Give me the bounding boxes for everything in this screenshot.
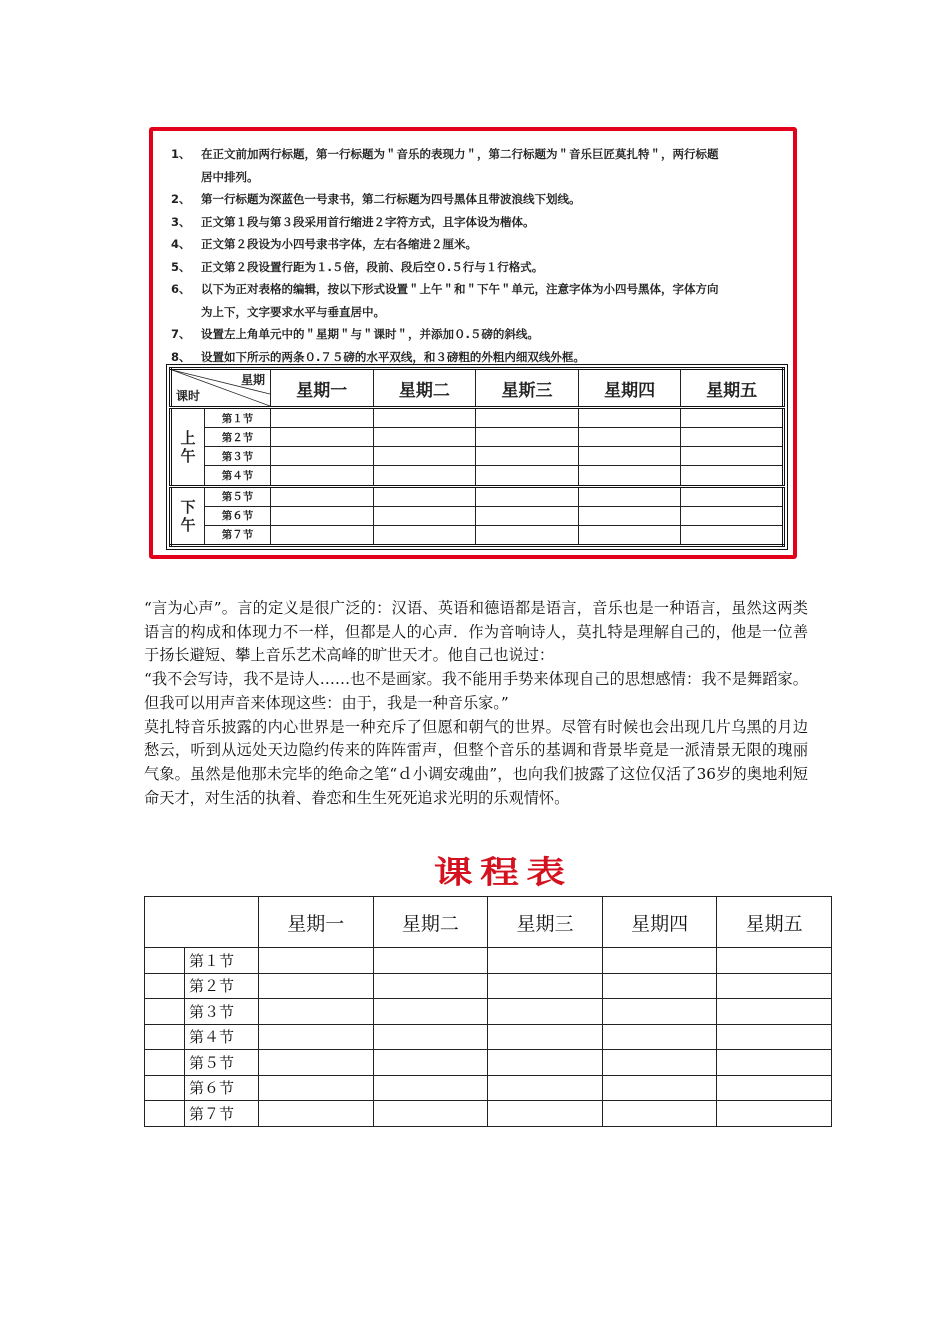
instruction-item: 居中排列。 bbox=[201, 169, 259, 184]
paragraph: “言为心声”。言的定义是很广泛的：汉语、英语和德语都是语言，音乐也是一种语言，虽然这两类语言的构成和体现力不一样，但都是人的心声．作为音响诗人，莫扎特是理解自己的，他是一位善于扬长避短、攀上音乐艺术高峰的旷世天才。他自己也说过： bbox=[144, 599, 808, 665]
table-row bbox=[145, 1075, 832, 1101]
diagonal-header-cell bbox=[171, 369, 271, 408]
corner-cell bbox=[145, 897, 259, 948]
period-label: 第４节 bbox=[185, 1024, 259, 1050]
period-label: 第３节 bbox=[185, 999, 259, 1025]
table-row bbox=[145, 973, 832, 999]
table-row bbox=[145, 1024, 832, 1050]
day-header: 星期一 bbox=[271, 369, 374, 408]
period-label: 第３节 bbox=[205, 447, 271, 466]
period-label: 第１节 bbox=[205, 408, 271, 428]
day-header: 星期五 bbox=[717, 897, 832, 948]
period-label: 第４节 bbox=[205, 466, 271, 486]
morning-cell: 上 午 bbox=[171, 408, 205, 487]
instruction-item: 1、 在正文前加两行标题，第一行标题为＂音乐的表现力＂，第二行标题为＂音乐巨匠莫扎特＂，两行标题 bbox=[171, 147, 719, 161]
instruction-item: 6、 以下为正对表格的编辑，按以下形式设置＂上午＂和＂下午＂单元，注意字体为小四号黑体，字体方向 bbox=[171, 282, 719, 296]
period-label: 第６节 bbox=[205, 506, 271, 525]
table-row bbox=[145, 1050, 832, 1076]
period-label: 第５节 bbox=[185, 1050, 259, 1076]
day-header: 星期三 bbox=[488, 897, 603, 948]
period-label: 第７节 bbox=[185, 1101, 259, 1127]
sample-timetable bbox=[169, 367, 785, 547]
day-header: 星期四 bbox=[578, 369, 681, 408]
period-label: 第２节 bbox=[185, 973, 259, 999]
period-label: 第６节 bbox=[185, 1075, 259, 1101]
period-label: 第５节 bbox=[205, 486, 271, 506]
day-header: 星期四 bbox=[602, 897, 717, 948]
timetable bbox=[144, 896, 832, 1127]
instruction-item: 5、 正文第２段设置行距为１.５倍，段前、段后空０.５行与１行格式。 bbox=[171, 259, 544, 274]
corner-label-period: 课时 bbox=[176, 389, 201, 403]
instruction-item: 4、 正文第２段设为小四号隶书字体，左右各缩进２厘米。 bbox=[171, 237, 477, 251]
table-row bbox=[145, 1101, 832, 1127]
paragraph: 莫扎特音乐披露的内心世界是一种充斥了但愿和朝气的世界。尽管有时候也会出现几片乌黑的月边愁云，听到从远处天边隐约传来的阵阵雷声，但整个音乐的基调和背景毕竟是一派清景无限的瑰丽气象。虽然是他那未完毕的绝命之笔“ｄ小调安魂曲”，也向我们披露了这位仅活了36岁的奥地利短命天才，对生活的执着、眷恋和生生死死追求光明的乐观情怀。 bbox=[144, 717, 808, 807]
day-header: 星期一 bbox=[259, 897, 374, 948]
instruction-item: 为上下，文字要求水平与垂直居中。 bbox=[201, 304, 385, 319]
instruction-item: 7、 设置左上角单元中的＂星期＂与＂课时＂，并添加０.５磅的斜线。 bbox=[171, 327, 539, 341]
day-header: 星期五 bbox=[681, 369, 784, 408]
instruction-item: 8、 设置如下所示的两条０.７５磅的水平双线，和３磅粗的外粗内细双线外框。 bbox=[171, 349, 585, 364]
instruction-item: 2、 第一行标题为深蓝色一号隶书，第二行标题为四号黑体且带波浪线下划线。 bbox=[171, 192, 581, 206]
instruction-image-frame bbox=[149, 127, 797, 559]
table-row bbox=[145, 948, 832, 974]
day-header: 星期二 bbox=[373, 897, 488, 948]
period-label: 第１节 bbox=[185, 948, 259, 974]
day-header: 星期二 bbox=[373, 369, 476, 408]
table-row bbox=[145, 999, 832, 1025]
instruction-item: 3、 正文第１段与第３段采用首行缩进２字符方式，且字体设为楷体。 bbox=[171, 214, 535, 229]
period-label: 第７节 bbox=[205, 525, 271, 545]
day-header: 星斯三 bbox=[476, 369, 579, 408]
corner-label-weekday: 星期 bbox=[240, 373, 265, 387]
timetable-title: 课程表 bbox=[433, 855, 573, 891]
paragraph: “我不会写诗，我不是诗人……也不是画家。我不能用手势来体现自己的思想感情：我不是舞蹈家。但我可以用声音来体现这些：由于，我是一种音乐家。” bbox=[144, 670, 808, 712]
body-text bbox=[144, 597, 808, 810]
instruction-list bbox=[171, 143, 781, 368]
period-label: 第２节 bbox=[205, 428, 271, 447]
afternoon-cell: 下 午 bbox=[171, 486, 205, 546]
